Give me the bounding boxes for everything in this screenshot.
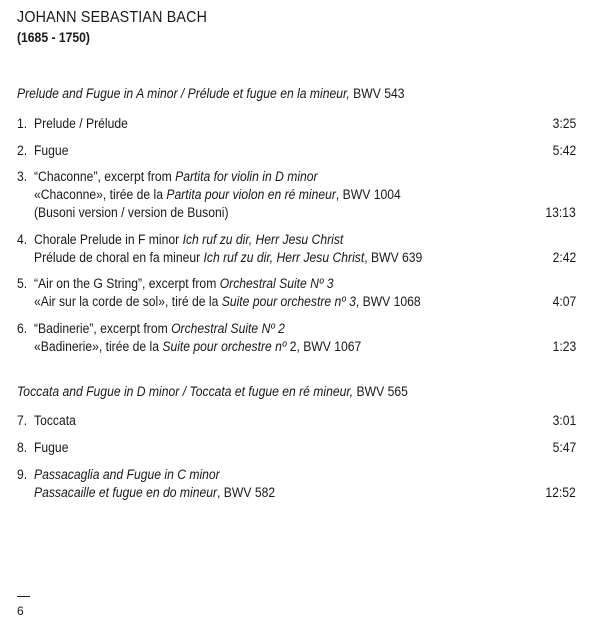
text-segment: Prélude de choral en fa mineur: [34, 250, 204, 265]
track-description-line: [34, 204, 401, 222]
track-number: 1.: [17, 116, 28, 131]
footer-rule: [17, 596, 30, 597]
track-description-line: [34, 338, 361, 356]
text-segment: Chorale Prelude in F minor: [34, 232, 183, 247]
track-description: [34, 439, 68, 457]
track-duration: 13:13: [545, 205, 576, 220]
italic-title-segment: Ich ruf zu dir, Herr Jesu Christ: [203, 250, 365, 265]
text-segment: Toccata: [34, 413, 76, 428]
text-segment: «Badinerie», tirée de la: [34, 339, 163, 354]
track-description-line: [34, 293, 421, 311]
track-number: 8.: [17, 440, 28, 455]
text-segment: «Chaconne», tirée de la: [34, 187, 167, 202]
track-description: [34, 231, 422, 267]
text-segment: Prelude / Prélude: [34, 116, 128, 131]
text-segment: “Chaconne”, excerpt from: [34, 169, 176, 184]
track-description-line: [34, 231, 422, 249]
track-duration: 5:47: [552, 440, 576, 455]
italic-title-segment: Suite pour orchestre nº: [162, 339, 287, 354]
work-title-text: Toccata and Fugue in D minor / Toccata et fugue en ré mineur,: [17, 384, 354, 399]
italic-title-segment: Partita pour violon en ré mineur: [166, 187, 336, 202]
composer-dates: (1685 - 1750): [17, 30, 90, 45]
text-segment: , BWV 582: [217, 485, 276, 500]
text-segment: , BWV 639: [364, 250, 423, 265]
track-description-line: [34, 142, 68, 160]
track-duration: 5:42: [552, 143, 576, 158]
work-catalog-number: BWV 543: [353, 86, 405, 101]
track-number: 7.: [17, 413, 28, 428]
composer-name: JOHANN SEBASTIAN BACH: [17, 9, 208, 26]
text-segment: “Badinerie”, excerpt from: [34, 321, 172, 336]
track-description-line: [34, 115, 128, 133]
text-segment: , BWV 1068: [355, 294, 421, 309]
work-title-prelude-fugue-a-minor: [17, 86, 404, 101]
track-description-line: [34, 484, 275, 502]
track-description-line: [34, 439, 68, 457]
track-description-line: [34, 186, 401, 204]
italic-title-segment: Orchestral Suite Nº 3: [219, 276, 334, 291]
track-description-line: [34, 320, 361, 338]
italic-title-segment: Orchestral Suite Nº 2: [171, 321, 285, 336]
text-segment: (Busoni version / version de Busoni): [34, 205, 229, 220]
track-duration: 2:42: [552, 250, 576, 265]
work-title-text: Prelude and Fugue in A minor / Prélude et fugue en la mineur,: [17, 86, 350, 101]
track-number: 5.: [17, 276, 28, 291]
italic-title-segment: Passacaille et fugue en do mineur: [34, 485, 218, 500]
track-description-line: [34, 466, 275, 484]
italic-title-segment: Suite pour orchestre nº 3: [221, 294, 356, 309]
track-number: 2.: [17, 143, 28, 158]
track-description: [34, 412, 76, 430]
text-segment: «Air sur la corde de sol», tiré de la: [34, 294, 222, 309]
track-duration: 1:23: [552, 339, 576, 354]
track-duration: 12:52: [545, 485, 576, 500]
track-duration: 3:01: [552, 413, 576, 428]
text-segment: Fugue: [34, 143, 69, 158]
text-segment: Fugue: [34, 440, 69, 455]
text-segment: 2, BWV 1067: [286, 339, 362, 354]
text-segment: , BWV 1004: [335, 187, 401, 202]
italic-title-segment: Partita for violin in D minor: [175, 169, 318, 184]
text-segment: “Air on the G String”, excerpt from: [34, 276, 220, 291]
italic-title-segment: Passacaglia and Fugue in C minor: [34, 467, 220, 482]
track-duration: 3:25: [552, 116, 576, 131]
track-number: 9.: [17, 467, 28, 482]
track-number: 3.: [17, 169, 28, 184]
track-description: [34, 466, 275, 502]
page-number: 6: [17, 604, 24, 618]
track-description-line: [34, 168, 401, 186]
work-catalog-number: BWV 565: [356, 384, 408, 399]
track-description: [34, 168, 401, 222]
italic-title-segment: Ich ruf zu dir, Herr Jesu Christ: [182, 232, 344, 247]
work-title-toccata-fugue-d-minor: [17, 384, 408, 399]
track-description-line: [34, 275, 421, 293]
track-description: [34, 115, 128, 133]
track-description-line: [34, 412, 76, 430]
track-duration: 4:07: [552, 294, 576, 309]
track-number: 4.: [17, 232, 28, 247]
track-description: [34, 275, 421, 311]
track-description: [34, 320, 361, 356]
track-number: 6.: [17, 321, 28, 336]
track-description-line: [34, 249, 422, 267]
track-description: [34, 142, 68, 160]
